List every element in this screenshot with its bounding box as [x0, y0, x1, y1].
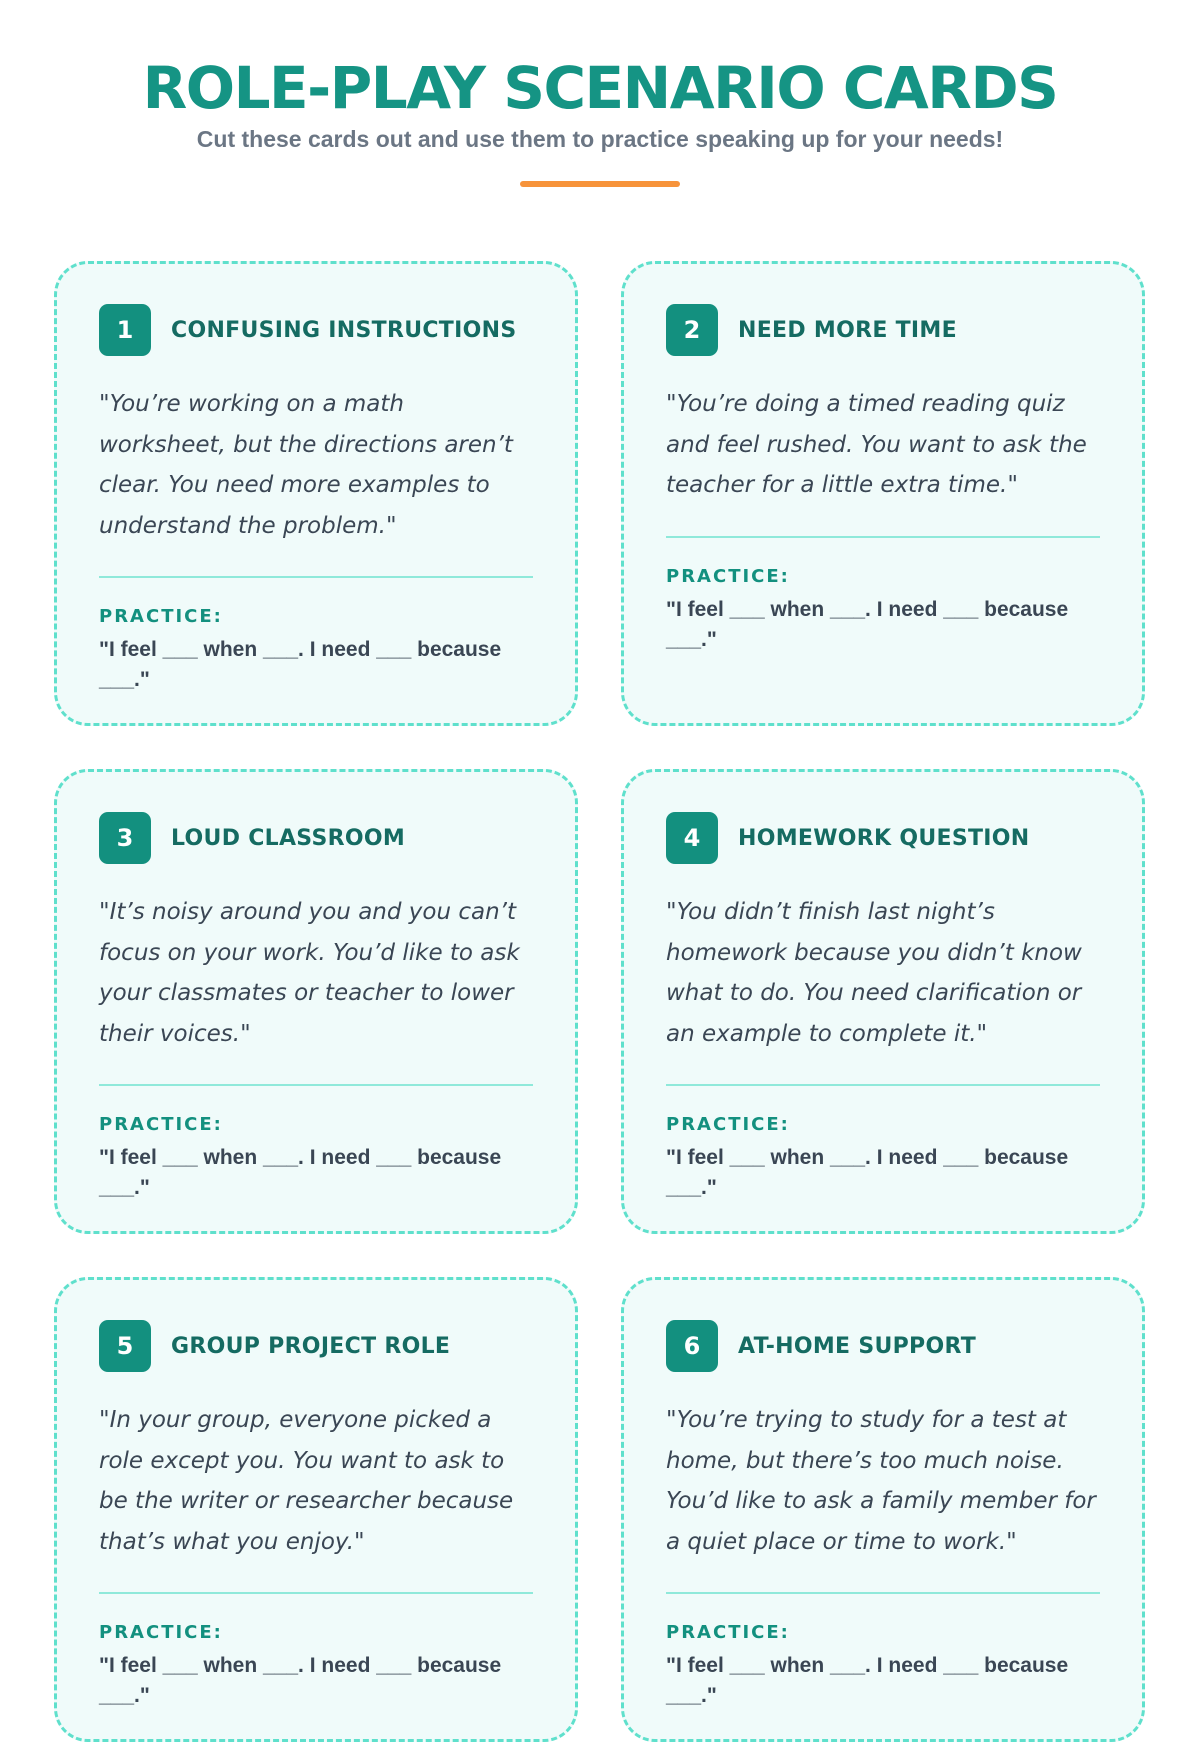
card-scenario-text: "You’re trying to study for a test at home, but there’s too much noise. You’d like to ask a family member for a quiet place or time to work."	[666, 1407, 1096, 1555]
card-number-badge: 3	[99, 812, 151, 864]
scenario-card-2	[621, 261, 1145, 726]
card-number-badge: 2	[666, 304, 718, 356]
card-scenario-text: "You’re working on a math worksheet, but the directions aren’t clear. You need more examples to understand the problem."	[99, 391, 513, 539]
card-number-badge: 5	[99, 1320, 151, 1372]
card-header	[99, 812, 533, 864]
practice-label: PRACTICE:	[666, 1114, 790, 1135]
practice-label: PRACTICE:	[99, 1114, 223, 1135]
scenario-card-grid	[54, 261, 1145, 1742]
card-header	[99, 304, 533, 356]
card-scenario-text: "In your group, everyone picked a role except you. You want to ask to be the writer or researcher because that’s what you enjoy."	[99, 1407, 514, 1555]
card-title: GROUP PROJECT ROLE	[171, 1333, 451, 1359]
practice-label: PRACTICE:	[666, 1622, 790, 1643]
scenario-card-6	[621, 1277, 1145, 1742]
practice-prompt: "I feel ___ when ___. I need ___ because ___."	[99, 1654, 502, 1707]
title-divider	[520, 181, 680, 187]
card-divider	[666, 1592, 1100, 1594]
page-subtitle: Cut these cards out and use them to practice speaking up for your needs!	[196, 126, 1004, 152]
card-title: NEED MORE TIME	[738, 317, 957, 343]
practice-label: PRACTICE:	[99, 606, 223, 627]
practice-label: PRACTICE:	[99, 1622, 223, 1643]
card-scenario-text: "It’s noisy around you and you can’t focus on your work. You’d like to ask your classmates or teacher to lower their voices."	[99, 899, 520, 1047]
scenario-card-5	[54, 1277, 578, 1742]
card-number-badge: 6	[666, 1320, 718, 1372]
card-title: CONFUSING INSTRUCTIONS	[171, 317, 517, 343]
card-divider	[666, 536, 1100, 538]
practice-prompt: "I feel ___ when ___. I need ___ because ___."	[666, 1146, 1069, 1199]
scenario-card-1	[54, 261, 578, 726]
card-number-badge: 4	[666, 812, 718, 864]
practice-prompt: "I feel ___ when ___. I need ___ because ___."	[99, 638, 502, 691]
card-divider	[99, 576, 533, 578]
page-title: ROLE-PLAY SCENARIO CARDS	[142, 54, 1058, 122]
practice-prompt: "I feel ___ when ___. I need ___ because ___."	[99, 1146, 502, 1199]
card-header	[666, 1320, 1100, 1372]
card-scenario-text: "You’re doing a timed reading quiz and feel rushed. You want to ask the teacher for a little extra time."	[666, 391, 1087, 498]
page-header	[0, 0, 1200, 187]
card-title: HOMEWORK QUESTION	[738, 825, 1030, 851]
card-divider	[666, 1084, 1100, 1086]
card-header	[666, 304, 1100, 356]
card-divider	[99, 1592, 533, 1594]
practice-prompt: "I feel ___ when ___. I need ___ because ___."	[666, 598, 1069, 651]
card-header	[666, 812, 1100, 864]
card-header	[99, 1320, 533, 1372]
card-number-badge: 1	[99, 304, 151, 356]
card-title: LOUD CLASSROOM	[171, 825, 406, 851]
scenario-card-3	[54, 769, 578, 1234]
scenario-card-4	[621, 769, 1145, 1234]
card-divider	[99, 1084, 533, 1086]
practice-prompt: "I feel ___ when ___. I need ___ because ___."	[666, 1654, 1069, 1707]
card-scenario-text: "You didn’t finish last night’s homework because you didn’t know what to do. You need clarification or an example to complete it."	[666, 899, 1082, 1047]
card-title: AT-HOME SUPPORT	[738, 1333, 977, 1359]
practice-label: PRACTICE:	[666, 566, 790, 587]
